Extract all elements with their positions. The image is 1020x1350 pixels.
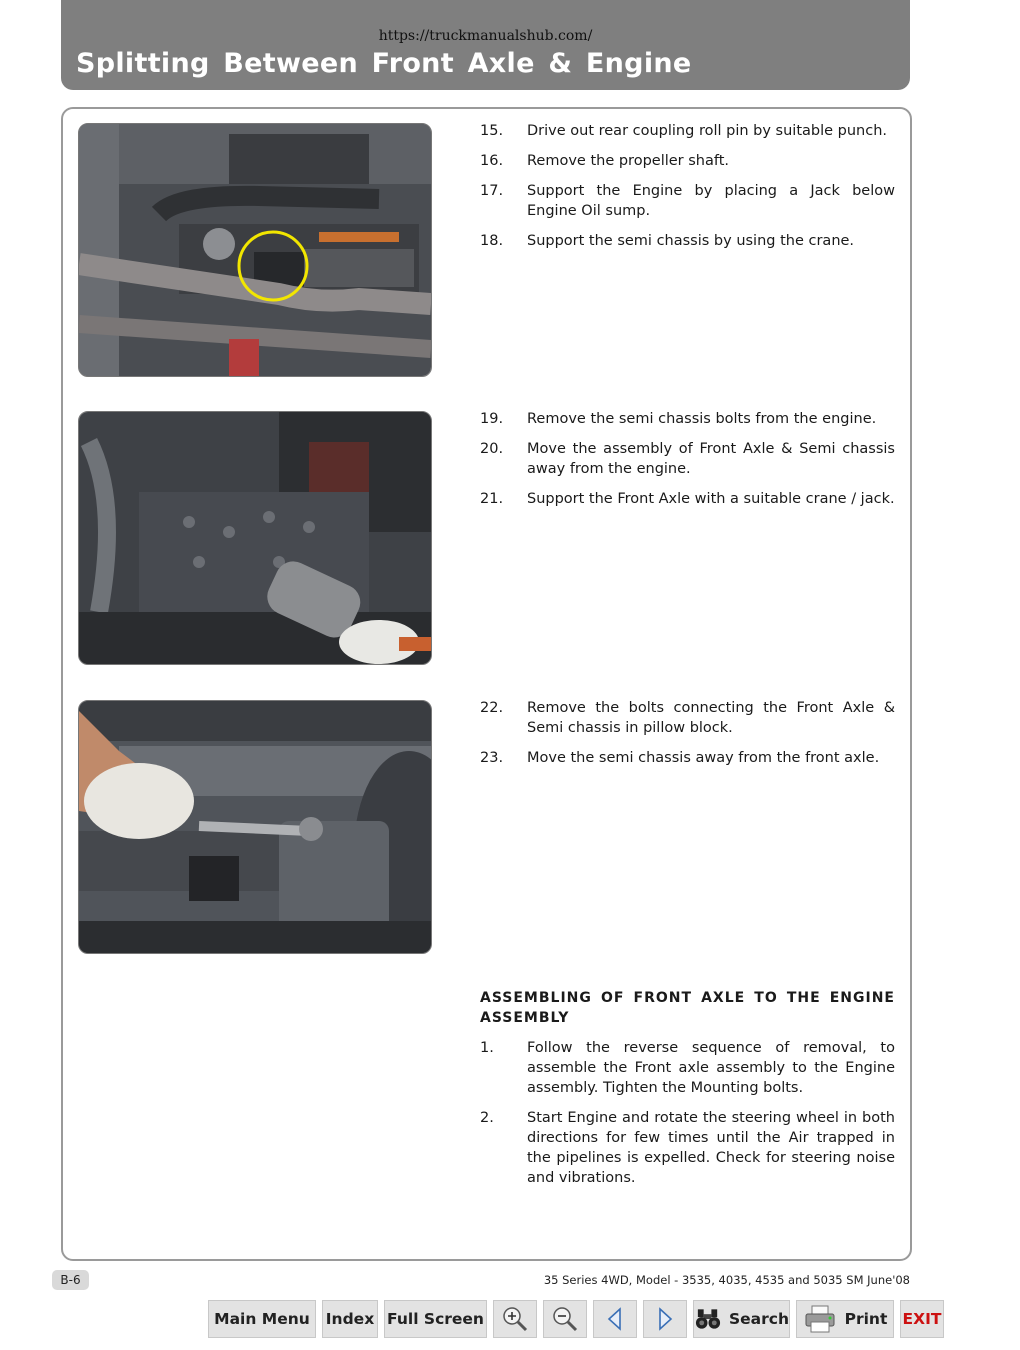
- list-item: 17. Support the Engine by placing a Jack below Engine Oil sump.: [480, 183, 895, 219]
- arrow-left-icon: [603, 1306, 627, 1332]
- page-header: [61, 0, 910, 90]
- binoculars-icon: [694, 1306, 723, 1332]
- list-item: 16. Remove the propeller shaft.: [480, 153, 730, 169]
- assembling-steps: [480, 1038, 895, 1198]
- zoom-out-icon: [551, 1305, 579, 1333]
- assembling-heading: ASSEMBLING OF FRONT AXLE TO THE ENGINE ASSEMBLY: [480, 990, 895, 1026]
- list-item: 21. Support the Front Axle with a suitable crane / jack.: [480, 491, 895, 507]
- page-title: Splitting Between Front Axle & Engine: [76, 48, 692, 79]
- arrow-right-icon: [653, 1306, 677, 1332]
- list-item: 19. Remove the semi chassis bolts from the engine.: [480, 411, 877, 427]
- zoom-in-icon: [501, 1305, 529, 1333]
- list-item: 1. Follow the reverse sequence of removal, to assemble the Front axle assembly to the Engine assembly. Tighten the Mounting bolts.: [480, 1040, 895, 1096]
- exit-button[interactable]: EXIT: [900, 1300, 944, 1338]
- steps-group-3: [480, 698, 895, 778]
- photo-semi-chassis-bolts: [78, 411, 432, 665]
- steps-group-2: [480, 409, 895, 519]
- main-menu-button[interactable]: Main Menu: [208, 1300, 316, 1338]
- list-item: 20. Move the assembly of Front Axle & Semi chassis away from the engine.: [480, 441, 895, 477]
- full-screen-button[interactable]: Full Screen: [384, 1300, 487, 1338]
- print-button[interactable]: Print: [796, 1300, 894, 1338]
- previous-page-button[interactable]: [593, 1300, 637, 1338]
- zoom-in-button[interactable]: [493, 1300, 537, 1338]
- index-button[interactable]: Index: [322, 1300, 378, 1338]
- model-info: 35 Series 4WD, Model - 3535, 4035, 4535 and 5035 SM June'08: [543, 1273, 910, 1287]
- search-button[interactable]: Search: [693, 1300, 790, 1338]
- list-item: 22. Remove the bolts connecting the Front Axle & Semi chassis in pillow block.: [480, 700, 895, 736]
- printer-icon: [803, 1304, 837, 1334]
- list-item: 23. Move the semi chassis away from the front axle.: [480, 750, 880, 766]
- page-number-badge: B-6: [52, 1270, 89, 1290]
- photo-pillow-block-bolts: [78, 700, 432, 954]
- list-item: 15. Drive out rear coupling roll pin by suitable punch.: [480, 123, 888, 139]
- list-item: 2. Start Engine and rotate the steering wheel in both directions for few times until the Air trapped in the pipelines is expelled. Check for steering noise and vibrations.: [480, 1110, 895, 1186]
- source-url: https://truckmanualshub.com/: [378, 28, 593, 44]
- list-item: 18. Support the semi chassis by using the crane.: [480, 233, 855, 249]
- steps-group-1: [480, 121, 895, 261]
- next-page-button[interactable]: [643, 1300, 687, 1338]
- zoom-out-button[interactable]: [543, 1300, 587, 1338]
- photo-coupling-roll-pin: [78, 123, 432, 377]
